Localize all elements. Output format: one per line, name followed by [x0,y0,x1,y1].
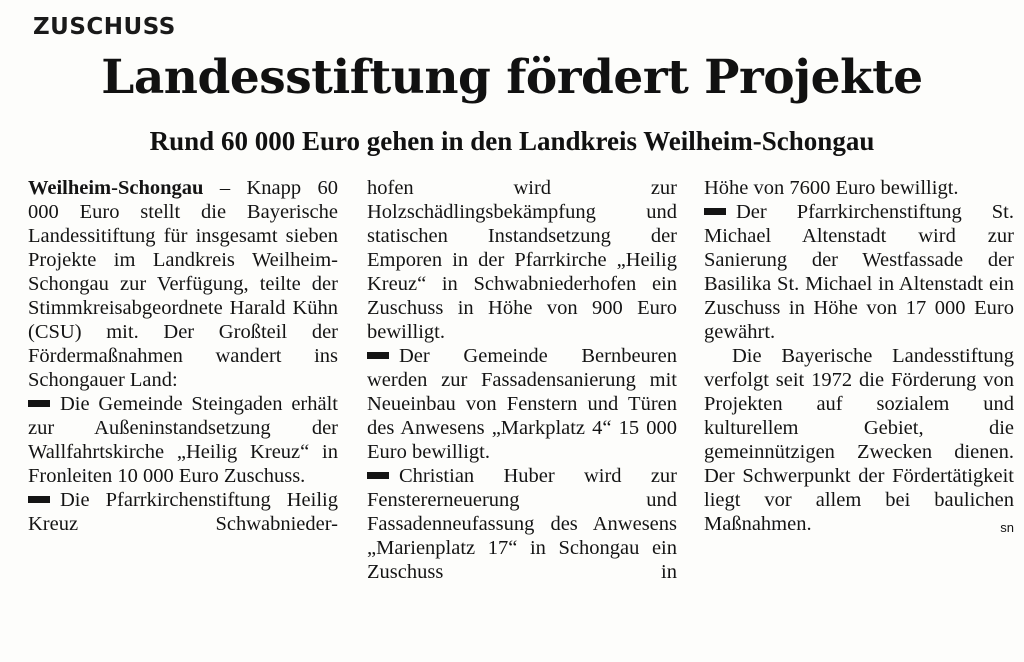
column-2 [367,176,677,584]
bullet-bar-icon [367,352,389,359]
list-item [28,392,338,488]
intro-text: Knapp 60 000 Euro stellt die Bayerische Landessitiftung für insgesamt sieben Projekte im Landkreis Weilheim-Schongau zur Verfügung, teilte der Stimmkreisabgeordnete Harald Kühn (CSU) mit. Der Großteil der Fördermaßnahmen wandert ins Schongauer Land: [28,177,338,391]
list-item [367,464,677,584]
list-item-continued [367,176,677,344]
item-4-text-start: Christian Huber wird zur Fenstererneuerung und Fassadenneufassung des Anwesens „Marienplatz 17“ in Schongau ein Zuschuss in [367,465,677,583]
closing-paragraph [704,344,1014,536]
closing-text: Die Bayerische Landesstiftung verfolgt seit 1972 die Förderung von Projekten auf sozialem und kulturellem Gebiet, die gemeinnützigen Zwecken dienen. Der Schwerpunkt der Fördertätigkeit liegt vor allem bei baulichen Maßnahmen. [704,345,1014,535]
list-item-continued [704,176,1014,200]
item-1-text: Die Gemeinde Steingaden erhält zur Außeninstandsetzung der Wallfahrtskirche „Heilig Kreuz“ in Fronleiten 10 000 Euro Zuschuss. [28,393,338,487]
dateline: Weilheim-Schongau [28,177,204,199]
bullet-bar-icon [704,208,726,215]
subheadline: Rund 60 000 Euro gehen in den Landkreis Weilheim-Schongau [149,126,875,156]
headline: Landesstiftung fördert Projekte [101,50,923,105]
column-3 [704,176,1014,540]
dateline-dash: – [203,177,231,199]
section-rubric: ZUSCHUSS [33,14,176,40]
item-5-text: Der Pfarrkirchenstiftung St. Michael Altenstadt wird zur Sanierung der Westfassade der Basilika St. Michael in Altenstadt ein Zuschuss in Höhe von 17 000 Euro gewährt. [704,201,1014,343]
column-1 [28,176,338,536]
list-item [704,200,1014,344]
list-item [28,488,338,536]
author-signature: sn [1000,520,1014,535]
item-4-text-end: Höhe von 7600 Euro bewilligt. [704,177,959,199]
item-2-text-end: hofen wird zur Holzschädlingsbekämpfung und statischen Instandsetzung der Emporen in der Pfarrkirche „Heilig Kreuz“ in Schwabniederhofen ein Zuschuss in Höhe von 900 Euro bewilligt. [367,177,677,343]
article-body [28,176,1018,646]
bullet-bar-icon [28,400,50,407]
bullet-bar-icon [367,472,389,479]
item-2-text-start: Die Pfarrkirchenstiftung Heilig Kreuz Schwabnieder- [28,489,338,535]
bullet-bar-icon [28,496,50,503]
intro-paragraph [28,176,338,392]
list-item [367,344,677,464]
item-3-text: Der Gemeinde Bernbeuren werden zur Fassadensanierung mit Neueinbau von Fenstern und Türen des Anwesens „Markplatz 4“ 15 000 Euro bewilligt. [367,345,677,463]
